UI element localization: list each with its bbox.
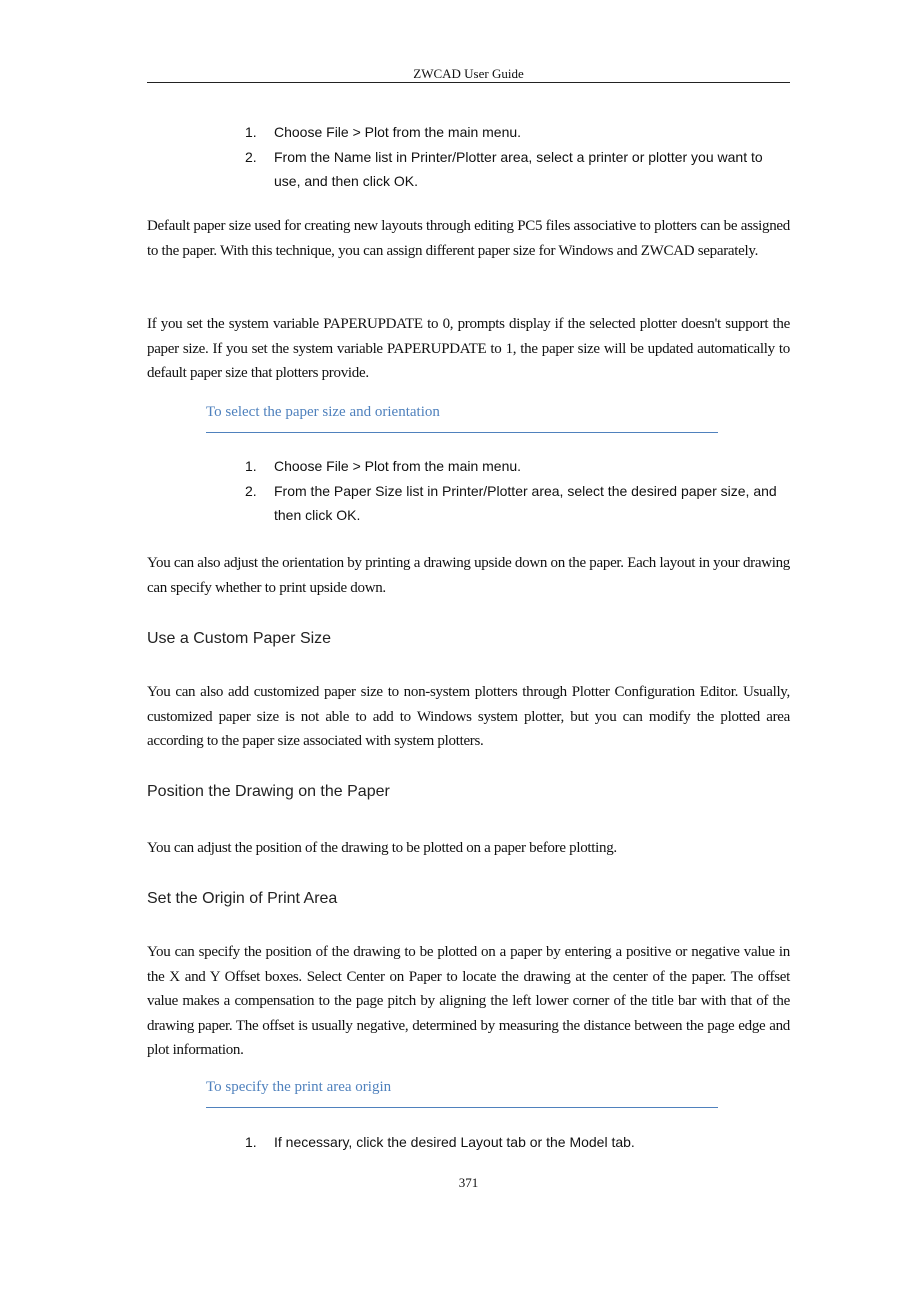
list-text: Choose File > Plot from the main menu. bbox=[274, 124, 522, 140]
list-item bbox=[245, 1130, 790, 1155]
steps-list-3 bbox=[245, 1130, 790, 1155]
steps-list-2 bbox=[245, 454, 790, 528]
paragraph: You can adjust the position of the drawing to be plotted on a paper before plotting. bbox=[147, 840, 617, 856]
procedure-subheading: To select the paper size and orientation bbox=[206, 404, 440, 420]
paragraph: You can also add customized paper size to non-system plotters through Plotter Configuration Editor. Usually, customized paper size is not able to add to Windows system plotter, but you can modify the plotted area according to the paper size associated with system plotters. bbox=[147, 684, 790, 749]
list-number: 1. bbox=[245, 1134, 257, 1150]
list-number: 2. bbox=[245, 482, 257, 499]
list-number: 1. bbox=[245, 458, 257, 474]
paragraph: If you set the system variable PAPERUPDATE to 0, prompts display if the selected plotter doesn't support the paper size. If you set the system variable PAPERUPDATE to 1, the paper size will be updated automatically to default paper size that plotters provide. bbox=[147, 316, 790, 381]
list-item bbox=[245, 120, 790, 145]
list-item bbox=[245, 479, 790, 528]
list-number: 1. bbox=[245, 124, 257, 140]
list-text: If necessary, click the desired Layout tab or the Model tab. bbox=[274, 1134, 635, 1150]
list-item bbox=[245, 454, 790, 479]
paragraph: Default paper size used for creating new layouts through editing PC5 files associative to plotters can be assigned to the paper. With this technique, you can assign different paper size for Windows and ZWCAD separately. bbox=[147, 218, 790, 259]
procedure-subheading: To specify the print area origin bbox=[206, 1079, 392, 1095]
page-number: 371 bbox=[458, 1175, 479, 1190]
section-heading: Set the Origin of Print Area bbox=[147, 890, 338, 907]
paragraph: You can also adjust the orientation by printing a drawing upside down on the paper. Each layout in your drawing can specify whether to print upside down. bbox=[147, 555, 790, 596]
section-heading: Use a Custom Paper Size bbox=[147, 630, 332, 647]
list-text: From the Paper Size list in Printer/Plotter area, select the desired paper size, and then click OK. bbox=[274, 482, 777, 523]
subheading-rule bbox=[206, 1107, 718, 1108]
list-item bbox=[245, 145, 790, 194]
section-heading: Position the Drawing on the Paper bbox=[147, 783, 390, 800]
list-text: From the Name list in Printer/Plotter area, select a printer or plotter you want to use, and then click OK. bbox=[274, 148, 763, 189]
header-rule bbox=[147, 82, 790, 83]
list-number: 2. bbox=[245, 148, 257, 165]
list-text: Choose File > Plot from the main menu. bbox=[274, 458, 522, 474]
subheading-rule bbox=[206, 432, 718, 433]
paragraph: You can specify the position of the drawing to be plotted on a paper by entering a positive or negative value in the X and Y Offset boxes. Select Center on Paper to locate the drawing at the center of the paper. The offset value makes a compensation to the page pitch by aligning the left lower corner of the title bar with that of the drawing paper. The offset is usually negative, determined by measuring the distance between the page edge and plot information. bbox=[147, 944, 790, 1058]
steps-list-1 bbox=[245, 120, 790, 194]
running-header: ZWCAD User Guide bbox=[413, 66, 524, 81]
